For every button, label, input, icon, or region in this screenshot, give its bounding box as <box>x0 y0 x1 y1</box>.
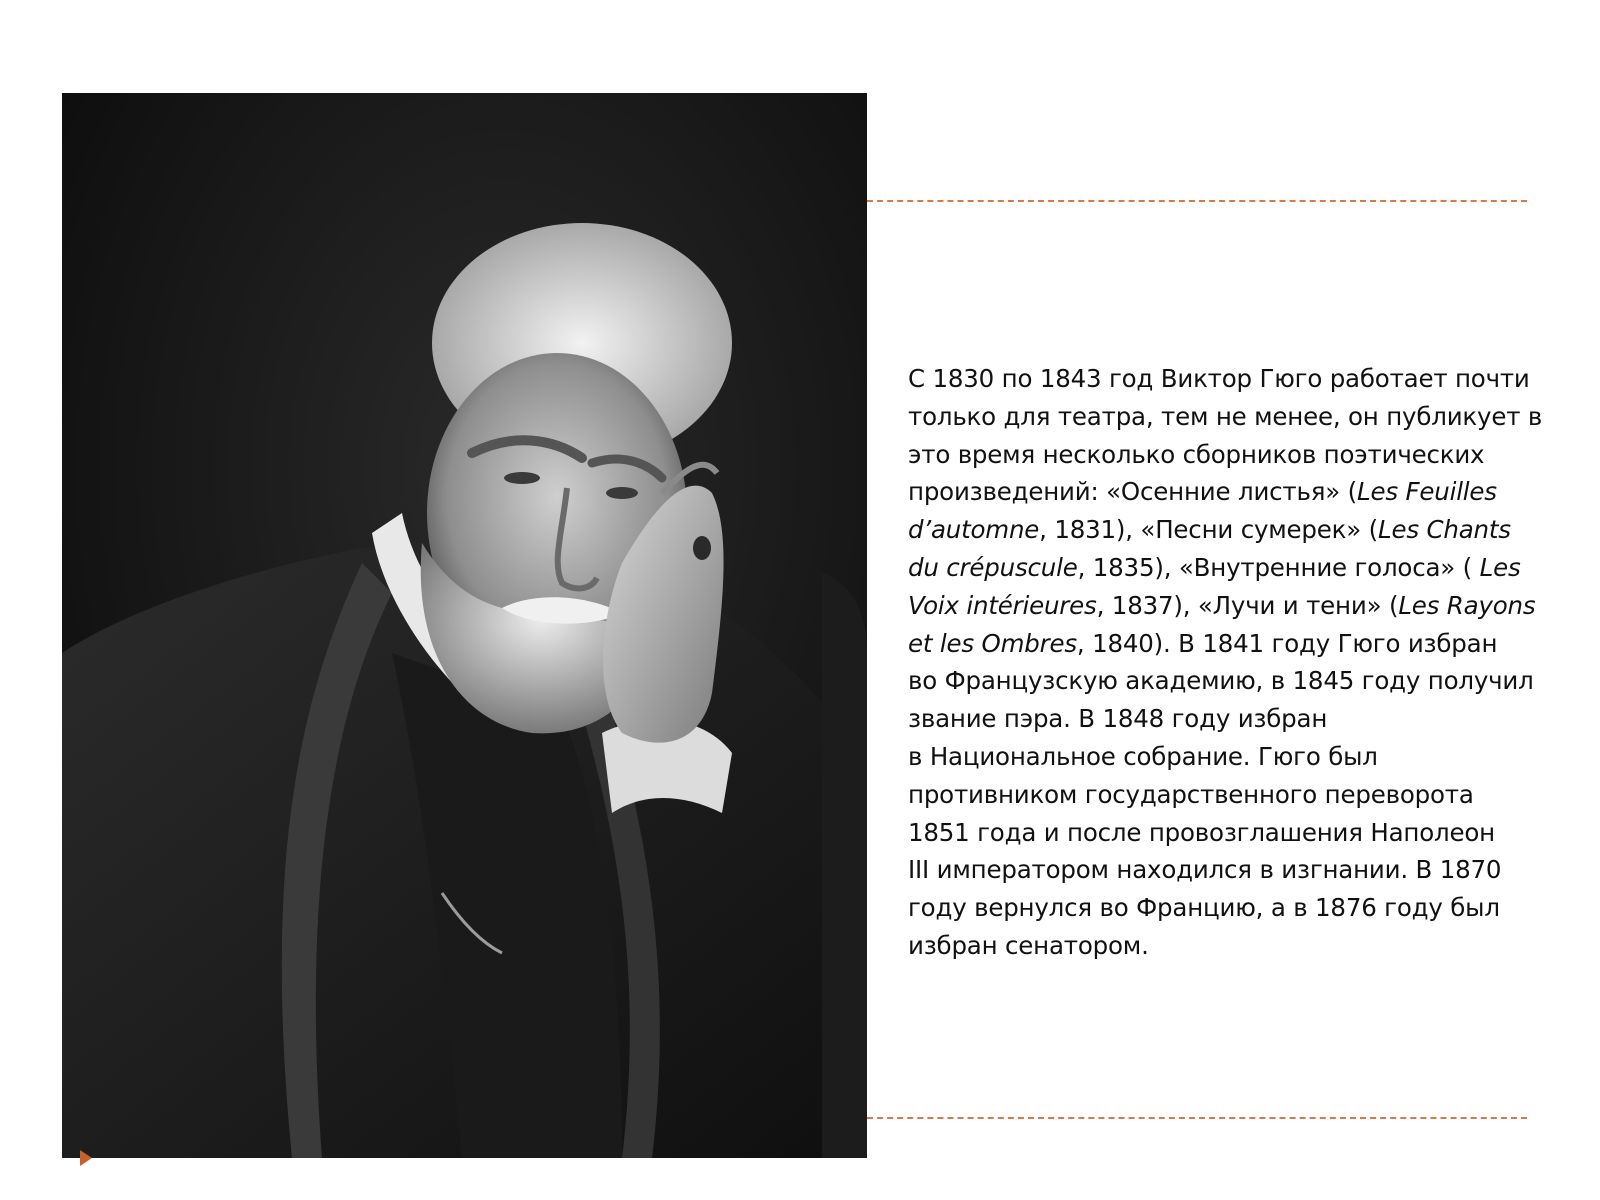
paragraph-text: году вернулся во Францию, а в 1876 году был <box>908 893 1500 923</box>
paragraph-text: 1851 года и после провозглашения Наполеон <box>908 817 1495 847</box>
corner-arrow-icon <box>80 1150 92 1166</box>
paragraph-line <box>908 511 1580 549</box>
paragraph-text: С 1830 по 1843 год Виктор Гюго работает почти <box>908 364 1530 393</box>
paragraph-line <box>908 851 1580 889</box>
italic-title-text: Les Rayons <box>1398 590 1536 620</box>
paragraph-text: избран сенатором. <box>908 930 1149 960</box>
paragraph-line <box>908 625 1580 663</box>
italic-title-text: et les Ombres <box>908 628 1077 658</box>
biography-paragraph <box>908 360 1580 965</box>
italic-title-text: Les Chants <box>1378 515 1511 545</box>
paragraph-line <box>908 776 1580 814</box>
paragraph-text: , 1837), «Лучи и тени» ( <box>1096 590 1399 620</box>
paragraph-text: во Французскую академию, в 1845 году получил <box>908 666 1534 696</box>
top-dashed-divider <box>867 200 1527 202</box>
bottom-dashed-divider <box>867 1117 1527 1119</box>
paragraph-text: только для театра, тем не менее, он публикует в <box>908 401 1543 431</box>
paragraph-line <box>908 814 1580 852</box>
italic-title-text: Voix intérieures <box>908 590 1097 620</box>
portrait-image <box>62 93 867 1158</box>
paragraph-line <box>908 738 1580 776</box>
paragraph-line <box>908 473 1580 511</box>
paragraph-text: это время несколько сборников поэтических <box>908 439 1485 469</box>
paragraph-line <box>908 662 1580 700</box>
paragraph-line <box>908 889 1580 927</box>
paragraph-line <box>908 360 1580 398</box>
paragraph-line <box>908 398 1580 436</box>
paragraph-line <box>908 927 1580 965</box>
italic-title-text: du crépuscule <box>908 552 1078 582</box>
paragraph-text: в Национальное собрание. Гюго был <box>908 741 1378 771</box>
paragraph-text: , 1835), «Внутренние голоса» ( <box>1077 552 1480 582</box>
italic-title-text: d’automne <box>908 515 1040 545</box>
italic-title-text: Les Feuilles <box>1357 477 1497 507</box>
paragraph-line <box>908 436 1580 474</box>
paragraph-text: противником государственного переворота <box>908 779 1474 809</box>
portrait-photo <box>62 93 867 1158</box>
paragraph-line <box>908 700 1580 738</box>
paragraph-line <box>908 587 1580 625</box>
paragraph-text: звание пэра. В 1848 году избран <box>908 704 1328 734</box>
paragraph-line <box>908 549 1580 587</box>
paragraph-text: произведений: «Осенние листья» ( <box>908 477 1358 507</box>
paragraph-text: , 1840). В 1841 году Гюго избран <box>1076 628 1498 658</box>
paragraph-text: , 1831), «Песни сумерек» ( <box>1039 515 1378 545</box>
italic-title-text: Les <box>1479 552 1521 582</box>
paragraph-text: III императором находился в изгнании. В 1870 <box>908 855 1502 885</box>
